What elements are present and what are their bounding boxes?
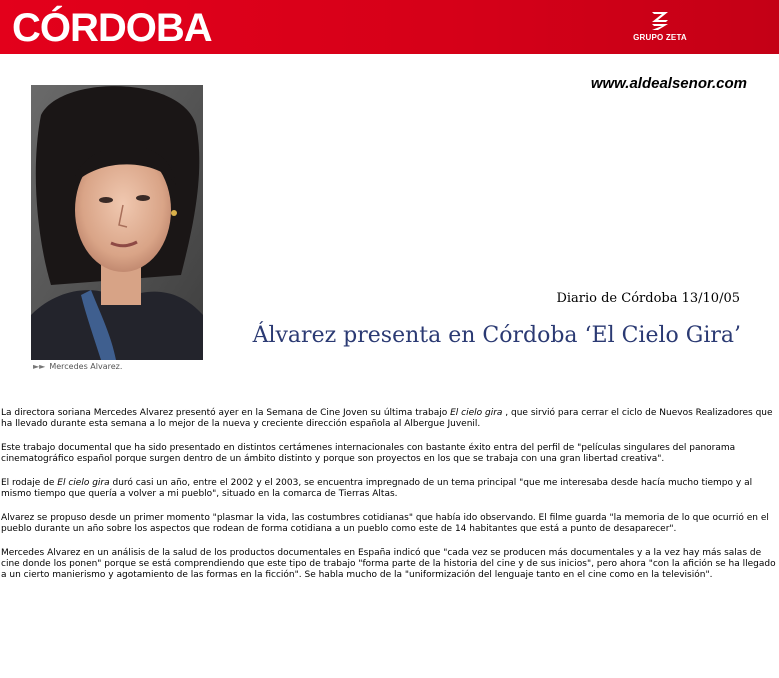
p1-text-a: La directora soriana Mercedes Alvarez presentó ayer en la Semana de Cine Joven su última trabajo bbox=[1, 408, 451, 418]
p1-film-title: El cielo gira bbox=[450, 408, 503, 418]
article-dateline: Diario de Córdoba 13/10/05 bbox=[556, 291, 740, 306]
p3-film-title: El cielo gira bbox=[57, 478, 110, 488]
grupo-zeta-label: GRUPO ZETA bbox=[633, 33, 687, 42]
zeta-logo-icon bbox=[646, 10, 674, 32]
p1-text-b: , que sirvió para cerrar el ciclo de Nuevos Realizadores que ha llevado durante esta semana a lo mejor de la nueva y creciente dirección española al Albergue Juvenil. bbox=[1, 408, 773, 429]
paragraph-4: Alvarez se propuso desde un primer momento "plasmar la vida, las costumbres cotidianas" que había ido observando. El filme guarda "la memoria de lo que ocurrió en el pueblo durante un año sobre los aspectos que rodean de forma cotidiana a un pueblo como este de 14 habitantes que está a punto de desaparecer". bbox=[1, 513, 769, 534]
masthead-logo: CÓRDOBA bbox=[12, 6, 212, 50]
caption-arrows-icon: ►► bbox=[33, 362, 46, 371]
portrait-photo bbox=[31, 85, 203, 360]
portrait-image bbox=[31, 85, 203, 360]
photo-caption bbox=[33, 362, 122, 371]
paragraph-1 bbox=[1, 408, 778, 430]
header-band bbox=[0, 0, 779, 54]
article-headline: Álvarez presenta en Córdoba ‘El Cielo Gira’ bbox=[252, 323, 741, 348]
paragraph-5: Mercedes Alvarez en un análisis de la salud de los productos documentales en España indicó que "cada vez se producen más documentales y a la vez hay más salas de cine donde los ponen" porque se está comprendiendo que este tipo de trabajo "forma parte de la historia del cine y de sus inicios", pero ahora "con la afición se ha llegado a un cierto manierismo y agotamiento de las formas en la ficción". Se habla mucho de la "uniformización del lenguaje tanto en el cine como en la televisión". bbox=[1, 548, 776, 580]
p3-text-b: duró casi un año, entre el 2002 y el 2003, se encuentra impregnado de un tema principal "que me interesaba desde hacía mucho tiempo y al mismo tiempo que quería a volver a mi pueblo", situado en la comarca de Tierras Altas. bbox=[1, 478, 753, 499]
article-body bbox=[1, 408, 778, 594]
paragraph-2: Este trabajo documental que ha sido presentado en distintos certámenes internacionales con bastante éxito entra del perfil de "películas singulares del panorama cinematográfico español porque surgen dentro de un ámbito distinto y porque son proyectos en los que se trabaja con una gran libertad creativa". bbox=[1, 443, 736, 464]
caption-text: Mercedes Alvarez. bbox=[49, 362, 123, 371]
website-link[interactable]: www.aldealsenor.com bbox=[590, 75, 747, 92]
grupo-zeta-logo bbox=[632, 10, 688, 42]
p3-text-a: El rodaje de bbox=[1, 478, 58, 488]
paragraph-3 bbox=[1, 478, 778, 500]
